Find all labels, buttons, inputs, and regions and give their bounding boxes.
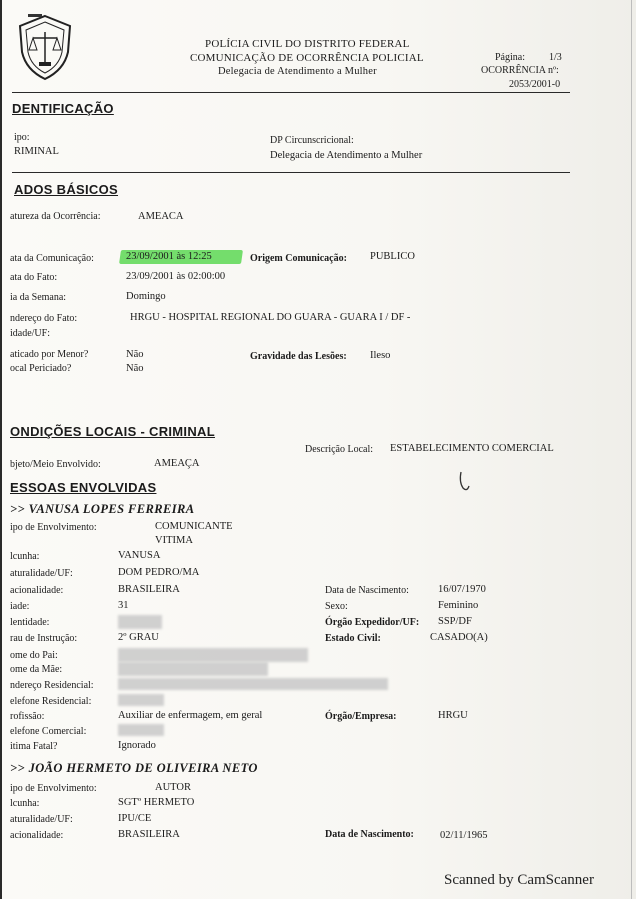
p1-alcunha-label: lcunha: [10,551,40,562]
dp-label: DP Circunscricional: [270,135,354,146]
section-pessoas-envolvidas: ESSOAS ENVOLVIDAS [10,480,157,495]
p2-nascimento-value: 02/11/1965 [440,830,488,841]
p1-naturalidade-value: DOM PEDRO/MA [118,567,200,578]
tipo-value: RIMINAL [14,146,59,157]
p1-endres-label: ndereço Residencial: [10,680,94,691]
p1-empresa-label: Órgão/Empresa: [325,711,397,722]
periciado-value: Não [126,363,144,374]
origem-label: Origem Comunicação: [250,253,347,264]
p1-mae-label: ome da Mãe: [10,664,63,675]
p1-nascimento-label: Data de Nascimento: [325,585,409,596]
descricao-label: Descrição Local: [305,444,374,455]
p1-profissao-label: rofissão: [10,711,45,722]
p1-sexo-value: Feminino [438,600,479,611]
redacted-endereco [118,678,388,690]
p1-profissao-value: Auxiliar de enfermagem, em geral [118,710,263,721]
p1-envolvimento-value1: COMUNICANTE [155,521,233,532]
comunicacao-value: 23/09/2001 às 12:25 [126,251,212,262]
redacted-mae [118,662,268,676]
p1-naturalidade-label: aturalidade/UF: [10,568,73,579]
p1-telres-label: elefone Residencial: [10,696,92,707]
natureza-value: AMEACA [138,211,184,222]
tipo-label: ipo: [14,132,30,143]
p2-alcunha-value: SGTº HERMETO [118,797,195,808]
p1-nacionalidade-value: BRASILEIRA [118,584,180,595]
fato-value: 23/09/2001 às 02:00:00 [126,271,226,282]
p1-nascimento-value: 16/07/1970 [438,584,486,595]
p2-naturalidade-label: aturalidade/UF: [10,814,73,825]
section-dados-basicos: ADOS BÁSICOS [14,182,119,197]
redacted-identidade [118,615,162,629]
ocorrencia-value: 2053/2001-0 [509,79,561,90]
header-divider [12,92,570,93]
menor-value: Não [126,349,144,360]
pen-mark [455,470,475,494]
p2-nacionalidade-value: BRASILEIRA [118,829,180,840]
origem-value: PUBLICO [370,251,415,262]
page-left-edge [0,0,2,899]
p1-fatal-value: Ignorado [118,740,156,751]
page-right-edge [631,0,632,899]
menor-label: aticado por Menor? [10,349,89,360]
person1-name: >> VANUSA LOPES FERREIRA [10,502,195,516]
objeto-label: bjeto/Meio Envolvido: [10,459,101,470]
semana-label: ia da Semana: [10,292,67,303]
p1-empresa-value: HRGU [438,710,468,721]
comunicacao-label: ata da Comunicação: [10,253,94,264]
natureza-label: atureza da Ocorrência: [10,211,101,222]
p1-idade-label: iade: [10,601,30,612]
dp-value: Delegacia de Atendimento a Mulher [270,150,423,161]
gravidade-value: Ileso [370,350,391,361]
p2-nacionalidade-label: acionalidade: [10,830,64,841]
p1-fatal-label: itima Fatal? [10,741,58,752]
section-condicoes-locais: ONDIÇÕES LOCAIS - CRIMINAL [10,424,215,439]
page-value: 1/3 [549,52,562,63]
redacted-telefone-res [118,694,164,706]
redacted-telefone-com [118,724,164,736]
descricao-value: ESTABELECIMENTO COMERCIAL [390,443,554,454]
agency-name: POLÍCIA CIVIL DO DISTRITO FEDERAL [205,38,410,50]
redacted-pai [118,648,308,662]
p2-nascimento-label: Data de Nascimento: [325,829,414,840]
section-identificacao: DENTIFICAÇÃO [12,101,114,116]
p1-nacionalidade-label: acionalidade: [10,585,64,596]
p1-pai-label: ome do Pai: [10,650,58,661]
endereco-fato-value: HRGU - HOSPITAL REGIONAL DO GUARA - GUARA I / DF - [130,312,411,323]
page-label: Página: [495,52,525,63]
p1-civil-value: CASADO(A) [430,632,488,643]
p1-alcunha-value: VANUSA [118,550,161,561]
ocorrencia-label: OCORRÊNCIA nº: [481,65,559,76]
fato-label: ata do Fato: [10,272,58,283]
p1-civil-label: Estado Civil: [325,633,381,644]
p2-envolvimento-label: ipo de Envolvimento: [10,783,97,794]
p2-alcunha-label: lcunha: [10,798,40,809]
endereco-fato-label: ndereço do Fato: [10,313,78,324]
cidade-label: idade/UF: [10,328,50,339]
p1-identidade-label: lentidade: [10,617,50,628]
gravidade-label: Gravidade das Lesões: [250,351,347,362]
p2-naturalidade-value: IPU/CE [118,813,152,824]
semana-value: Domingo [126,291,166,302]
p1-telcom-label: elefone Comercial: [10,726,87,737]
document-title: COMUNICAÇÃO DE OCORRÊNCIA POLICIAL [190,52,424,64]
unit-name: Delegacia de Atendimento a Mulher [218,66,377,77]
p1-envolvimento-value2: VITIMA [155,535,193,546]
p1-orgao-label: Órgão Expedidor/UF: [325,617,420,628]
police-badge-logo [14,12,76,82]
p1-idade-value: 31 [118,600,129,611]
p1-orgao-value: SSP/DF [438,616,472,627]
p1-envolvimento-label: ipo de Envolvimento: [10,522,97,533]
p2-envolvimento-value: AUTOR [155,782,191,793]
identificacao-divider [12,172,570,173]
p1-instrucao-value: 2º GRAU [118,632,159,643]
scanner-watermark: Scanned by CamScanner [444,872,594,888]
p1-instrucao-label: rau de Instrução: [10,633,78,644]
person2-name: >> JOÃO HERMETO DE OLIVEIRA NETO [10,761,258,775]
p1-sexo-label: Sexo: [325,601,348,612]
periciado-label: ocal Periciado? [10,363,72,374]
objeto-value: AMEAÇA [154,458,200,469]
